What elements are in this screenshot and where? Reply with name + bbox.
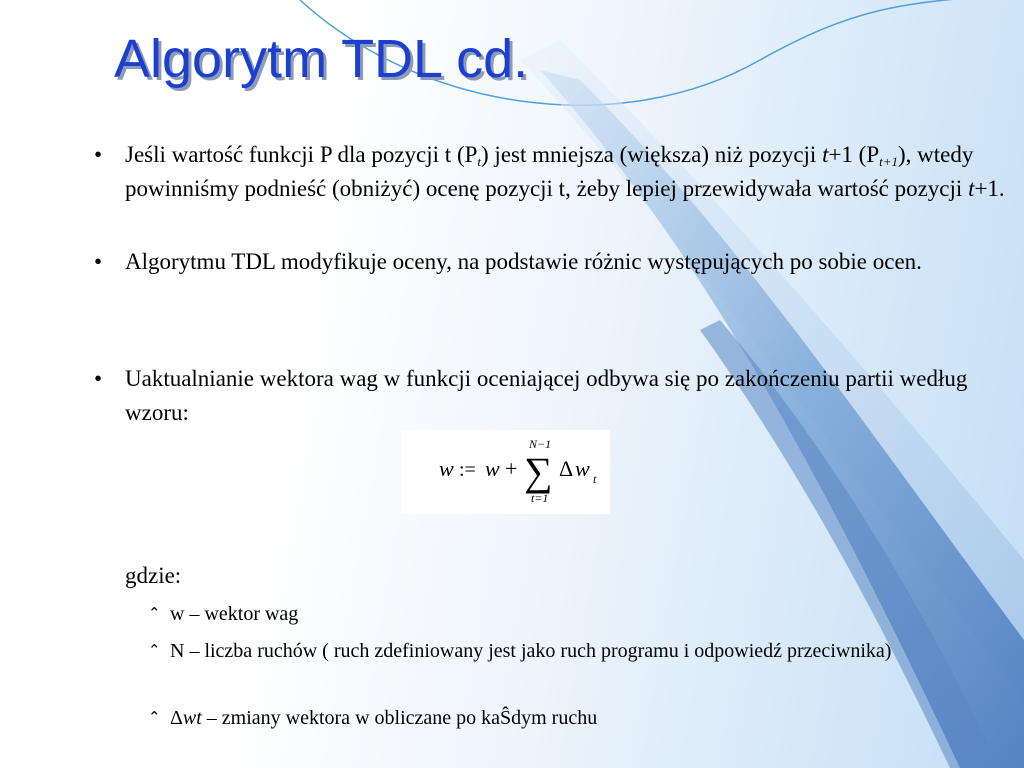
bullet-marker: • [94,249,103,274]
text-run: ) jest mniejsza (większa) niż pozycji [481,142,823,167]
slide-title: Algorytm TDL cd. [114,29,529,89]
bullet-item [94,245,1024,279]
sub-bullet-icon: ⌃ [148,710,161,726]
formula-lower-limit: t=1 [531,491,549,505]
formula-plus: + [505,456,518,481]
formula-upper-limit: N−1 [529,437,552,451]
bullet-text [125,138,1024,206]
sub-item-text [170,704,1018,733]
sub-bullet-icon: ⌃ [148,643,161,659]
formula-term-subscript: t [593,472,597,486]
subscript: t [477,154,482,169]
sub-list-item [148,704,1018,733]
sub-list-item [148,637,1018,666]
italic-var: wt [182,707,202,729]
sub-item-text: w – wektor wag [170,603,299,625]
sub-list-item [148,600,1018,629]
formula-svg [401,430,610,514]
text-run: Jeśli wartość funkcji P dla pozycji t (P [125,142,478,167]
bullet-text: Algorytmu TDL modyfikuje oceny, na podstawie różnic występujących po sobie ocen. [125,249,922,274]
formula-term: w [575,456,590,481]
formula-delta: Δ [559,456,574,481]
text-run: – zmiany wektora w obliczane po kaŜdym ruchu [201,707,598,729]
italic-var: t [822,142,829,167]
bullet-text: Uaktualnianie wektora wag w funkcji oceniającej odbywa się po zakończeniu partii według wzoru: [125,366,968,425]
sub-item-text: N – liczba ruchów ( ruch zdefiniowany jest jako ruch programu i odpowiedź przeciwnika) [170,640,892,662]
bullet-item [94,138,1024,206]
formula-sigma: ∑ [524,449,553,494]
bullet-marker: • [94,142,103,167]
gdzie-label: gdzie: [125,563,182,588]
italic-var: t [968,176,975,201]
sub-bullet-icon: ⌃ [148,606,161,622]
formula-lhs: w [439,456,454,481]
formula-image [401,430,610,514]
formula-assign: := [459,459,476,481]
formula-rhs-w: w [485,456,500,481]
subscript: t+1 [879,154,899,169]
text-run: +1. [974,176,1005,201]
delta-symbol: Δ [170,707,183,729]
text-run: ), wtedy powinniśmy podnieść (obniżyć) ocenę pozycji t, żeby lepiej przewidywała wartość pozycji [125,142,974,201]
text-run: +1 (P [828,142,880,167]
bullet-item [94,362,1024,430]
bullet-marker: • [94,366,103,391]
